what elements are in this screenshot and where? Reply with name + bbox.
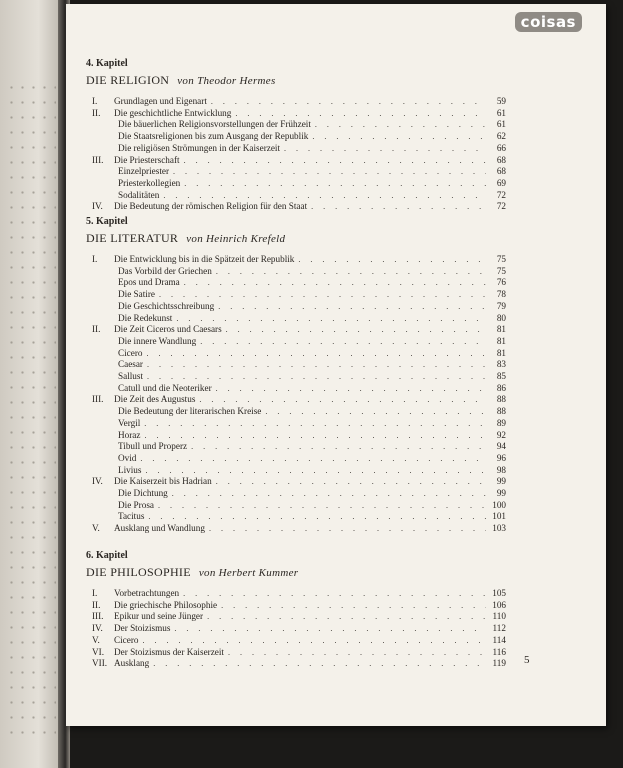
toc-entry-page: 80 (496, 312, 506, 323)
toc-entry-title: Livius (118, 464, 142, 475)
toc-entry-page: 61 (496, 119, 506, 130)
toc-dot-leader (298, 255, 486, 266)
toc-entry-title: Die Kaiserzeit bis Hadrian (114, 476, 212, 487)
toc-entry-title: Die Satire (118, 289, 155, 300)
toc-entry (86, 511, 506, 523)
toc-dot-leader (235, 109, 486, 120)
toc-entry (86, 266, 506, 278)
toc-entry (86, 611, 506, 623)
toc-entry-title: Das Vorbild der Griechen (118, 265, 212, 276)
toc-entry-title: Die Prosa (118, 499, 154, 510)
toc-entry-title: Die Staatsreligionen bis zum Ausgang der Republik (118, 131, 309, 142)
toc-entry (86, 359, 506, 371)
toc-entry-page: 94 (496, 441, 506, 452)
toc-dot-leader (221, 601, 486, 612)
toc-dot-leader (265, 407, 486, 418)
toc-entry-page: 88 (496, 406, 506, 417)
toc-dot-leader (207, 612, 486, 623)
toc-entry-page: 85 (496, 371, 506, 382)
chapter-title: DIE RELIGION (86, 73, 170, 87)
toc-entry-number: VI. (92, 646, 104, 657)
toc-entry (86, 289, 506, 301)
toc-dot-leader (144, 431, 486, 442)
toc-entry-page: 112 (492, 623, 506, 634)
toc-entry (86, 371, 506, 383)
toc-entry-number: III. (92, 394, 104, 405)
toc-dot-leader (147, 349, 487, 360)
toc-dot-leader (199, 395, 486, 406)
toc-entry (86, 488, 506, 500)
toc-dot-leader (284, 144, 486, 155)
toc-entry-page: 81 (496, 347, 506, 358)
toc-entry-title: Ausklang (114, 658, 150, 669)
toc-dot-leader (183, 589, 486, 600)
toc-entry-title: Die Redekunst (118, 312, 173, 323)
toc-entry-title: Sallust (118, 371, 144, 382)
toc-entry-title: Der Stoizismus (114, 623, 171, 634)
toc-dot-leader (153, 659, 486, 670)
toc-entry (86, 143, 506, 155)
toc-dot-leader (311, 202, 486, 213)
toc-entry-title: Die Bedeutung der römischen Religion für den Staat (114, 201, 308, 212)
toc-dot-leader (140, 454, 486, 465)
toc-entry-number: II. (92, 107, 101, 118)
chapter-heading (86, 73, 506, 88)
toc-entry-title: Cicero (118, 347, 143, 358)
toc-dot-leader (315, 120, 486, 131)
toc-entry-title: Die Zeit des Augustus (114, 394, 196, 405)
chapter-heading (86, 565, 506, 580)
toc-entry-page: 99 (496, 488, 506, 499)
chapter-author: von Theodor Hermes (177, 75, 276, 87)
toc-entry-page: 72 (496, 189, 506, 200)
toc-entry (86, 453, 506, 465)
toc-entry-page: 100 (492, 499, 506, 510)
toc-dot-leader (172, 489, 486, 500)
toc-entry-page: 96 (496, 452, 506, 463)
toc-entry (86, 178, 506, 190)
toc-dot-leader (163, 191, 486, 202)
toc-entry-page: 116 (492, 646, 506, 657)
toc-dot-leader (147, 372, 486, 383)
toc-entry (86, 324, 506, 336)
toc-entry (86, 201, 506, 213)
toc-entry-page: 76 (496, 277, 506, 288)
facing-page (0, 0, 64, 768)
toc-entry-title: Vorbetrachtungen (114, 588, 180, 598)
toc-dot-leader (209, 524, 486, 535)
toc-entry (86, 348, 506, 360)
toc-entry-title: Ovid (118, 452, 137, 463)
toc-entry-number: IV. (92, 476, 103, 487)
toc-entry (86, 623, 506, 635)
toc-entry-number: I. (92, 254, 98, 264)
toc-entry (86, 313, 506, 325)
toc-entry-number: III. (92, 154, 104, 165)
chapter-6 (86, 550, 506, 670)
toc-entry-page: 114 (492, 634, 506, 645)
toc-entry-page: 89 (496, 417, 506, 428)
toc-entry-title: Horaz (118, 429, 141, 440)
toc-entry-page: 81 (496, 335, 506, 346)
toc-list (86, 588, 506, 670)
chapter-5 (86, 216, 506, 535)
toc-entry (86, 600, 506, 612)
toc-entry-title: Cicero (114, 634, 139, 645)
toc-entry-page: 75 (496, 254, 506, 264)
toc-entry-number: IV. (92, 623, 103, 634)
toc-entry-title: Die religiösen Strömungen in der Kaiserzeit (118, 142, 281, 153)
toc-dot-leader (211, 97, 486, 108)
toc-entry (86, 465, 506, 477)
toc-entry-title: Epikur und seine Jünger (114, 611, 204, 622)
toc-entry-page: 110 (492, 611, 506, 622)
toc-dot-leader (184, 179, 486, 190)
toc-entry-page: 81 (496, 324, 506, 335)
toc-entry-number: II. (92, 324, 101, 335)
toc-entry (86, 254, 506, 266)
toc-entry (86, 301, 506, 313)
toc-entry-page: 98 (496, 464, 506, 475)
toc-dot-leader (144, 419, 486, 430)
toc-entry-title: Die Dichtung (118, 488, 168, 499)
toc-entry (86, 500, 506, 512)
toc-entry-title: Sodalitäten (118, 189, 160, 200)
toc-entry-title: Ausklang und Wandlung (114, 523, 205, 534)
toc-entry-title: Catull und die Neoteriker (118, 382, 212, 393)
toc-entry-page: 83 (496, 359, 506, 370)
toc-entry-page: 106 (492, 599, 506, 610)
toc-entry (86, 406, 506, 418)
toc-dot-leader (191, 442, 486, 453)
toc-entry-page: 75 (496, 265, 506, 276)
toc-dot-leader (216, 384, 486, 395)
toc-entry (86, 277, 506, 289)
toc-entry (86, 96, 506, 108)
facing-page-dot-leaders (6, 80, 56, 740)
page-number: 5 (524, 654, 530, 666)
chapter-4 (86, 58, 506, 213)
toc-entry-title: Der Stoizismus der Kaiserzeit (114, 646, 224, 657)
toc-entry (86, 441, 506, 453)
toc-entry-page: 66 (496, 142, 506, 153)
toc-entry-page: 101 (492, 511, 506, 522)
toc-entry-title: Die bäuerlichen Religionsvorstellungen der Frühzeit (118, 119, 311, 130)
toc-entry-page: 59 (496, 96, 506, 106)
toc-dot-leader (147, 360, 486, 371)
toc-dot-leader (184, 156, 486, 167)
toc-entry-title: Die griechische Philosophie (114, 599, 218, 610)
toc-entry (86, 155, 506, 167)
toc-list (86, 254, 506, 535)
toc-entry (86, 190, 506, 202)
toc-dot-leader (173, 167, 486, 178)
toc-entry-number: I. (92, 96, 98, 106)
toc-entry (86, 119, 506, 131)
toc-dot-leader (176, 314, 486, 325)
toc-entry (86, 523, 506, 535)
toc-entry-page: 72 (496, 201, 506, 212)
toc-entry-title: Die innere Wandlung (118, 335, 197, 346)
toc-entry (86, 336, 506, 348)
toc-entry-title: Vergil (118, 417, 141, 428)
toc-dot-leader (184, 278, 486, 289)
toc-entry-page: 92 (496, 429, 506, 440)
toc-entry-number: III. (92, 611, 104, 622)
book-page (66, 4, 606, 726)
toc-entry-title: Die Entwicklung bis in die Spätzeit der Republik (114, 254, 295, 264)
toc-entry-title: Tibull und Properz (118, 441, 188, 452)
toc-dot-leader (216, 477, 486, 488)
toc-entry-page: 103 (492, 523, 506, 534)
toc-entry (86, 108, 506, 120)
toc-entry (86, 131, 506, 143)
toc-entry-number: II. (92, 599, 101, 610)
toc-entry (86, 383, 506, 395)
toc-entry-title: Die Priesterschaft (114, 154, 180, 165)
toc-entry-page: 78 (496, 289, 506, 300)
toc-entry-title: Einzelpriester (118, 166, 170, 177)
toc-entry-page: 99 (496, 476, 506, 487)
toc-entry-number: V. (92, 523, 100, 534)
toc-dot-leader (228, 648, 486, 659)
toc-list (86, 96, 506, 213)
toc-dot-leader (148, 512, 486, 523)
chapter-label: 5. Kapitel (86, 216, 128, 227)
toc-entry-page: 61 (496, 107, 506, 118)
toc-entry-title: Die Zeit Ciceros und Caesars (114, 324, 222, 335)
toc-entry (86, 418, 506, 430)
toc-entry-number: I. (92, 588, 98, 598)
toc-entry-title: Grundlagen und Eigenart (114, 96, 207, 106)
toc-entry-page: 79 (496, 300, 506, 311)
toc-dot-leader (143, 636, 487, 647)
toc-entry-page: 105 (492, 588, 506, 598)
toc-entry-title: Caesar (118, 359, 143, 370)
toc-entry-page: 69 (496, 177, 506, 188)
chapter-author: von Herbert Kummer (198, 567, 299, 579)
toc-entry-title: Priesterkollegien (118, 177, 181, 188)
toc-entry (86, 658, 506, 670)
toc-dot-leader (218, 302, 486, 313)
chapter-title: DIE LITERATUR (86, 231, 179, 245)
chapter-label: 6. Kapitel (86, 550, 128, 561)
toc-entry-page: 88 (496, 394, 506, 405)
toc-entry-number: V. (92, 634, 100, 645)
toc-entry (86, 476, 506, 488)
toc-dot-leader (216, 267, 486, 278)
toc-entry-title: Die Bedeutung der literarischen Kreise (118, 406, 262, 417)
toc-entry-page: 86 (496, 382, 506, 393)
toc-entry-page: 68 (496, 166, 506, 177)
chapter-heading (86, 231, 506, 246)
toc-dot-leader (226, 325, 486, 336)
toc-entry (86, 588, 506, 600)
toc-dot-leader (145, 466, 486, 477)
toc-entry-page: 119 (492, 658, 506, 669)
toc-entry (86, 647, 506, 659)
chapter-title: DIE PHILOSOPHIE (86, 565, 191, 579)
toc-entry-title: Die geschichtliche Entwicklung (114, 107, 232, 118)
toc-dot-leader (174, 624, 486, 635)
toc-dot-leader (200, 337, 486, 348)
toc-dot-leader (158, 501, 486, 512)
toc-entry (86, 394, 506, 406)
toc-entry-title: Tacitus (118, 511, 145, 522)
toc-entry-page: 62 (496, 131, 506, 142)
toc-entry-title: Die Geschichtsschreibung (118, 300, 215, 311)
toc-entry-number: IV. (92, 201, 103, 212)
toc-entry (86, 635, 506, 647)
toc-entry-number: VII. (92, 658, 108, 669)
toc-entry (86, 430, 506, 442)
toc-dot-leader (312, 132, 486, 143)
toc-entry-page: 68 (496, 154, 506, 165)
watermark-logo: coisas (515, 12, 582, 32)
toc-entry-title: Epos und Drama (118, 277, 180, 288)
chapter-author: von Heinrich Krefeld (186, 233, 286, 245)
toc-dot-leader (159, 290, 486, 301)
chapter-label: 4. Kapitel (86, 58, 128, 69)
toc-entry (86, 166, 506, 178)
